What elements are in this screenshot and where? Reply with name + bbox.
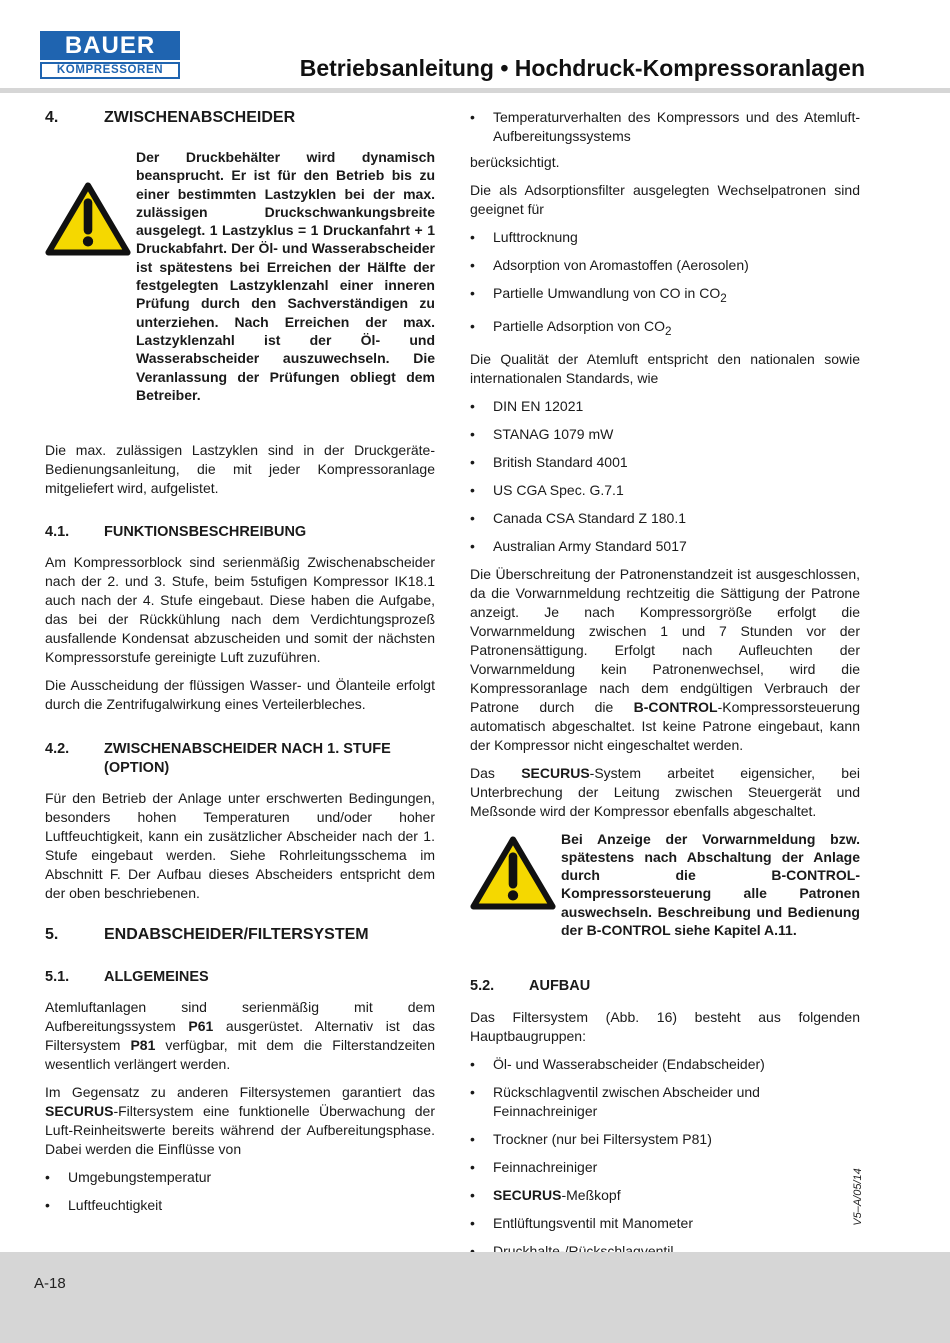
- bauer-logo: [40, 31, 180, 79]
- section-title: AUFBAU: [529, 978, 591, 995]
- section-5-heading: [45, 925, 435, 944]
- paragraph: Die Qualität der Atemluft entspricht den nationalen sowie internationalen Standards, wie: [470, 350, 860, 386]
- list-item: • Feinnachreiniger: [470, 1159, 598, 1176]
- section-title: ZWISCHENABSCHEIDER: [104, 109, 296, 126]
- warning-icon-wrap: [470, 830, 561, 915]
- warning-icon-wrap: [45, 148, 136, 261]
- warning-triangle-icon: [470, 836, 556, 910]
- warning-triangle-icon: [45, 182, 131, 256]
- warning-block-cartridge: [470, 830, 860, 940]
- page-header: [0, 0, 950, 91]
- paragraph: Für den Betrieb der Anlage unter erschwerten Bedingungen, besonders hohen Temperaturen und/oder hoher Luftfeuchtigkeit, kann ein zusätzlicher Abscheider nach der 1. Stufe eingebaut werden. Siehe Rohrleitungsschema im Abschnitt F. Der Aufbau dieses Abscheiders entspricht dem der oben beschriebenen.: [45, 790, 435, 902]
- list-item: • British Standard 4001: [470, 453, 628, 470]
- warning-text: Bei Anzeige der Vorwarnmeldung bzw. spätestens nach Abschaltung der Anlage durch die B-CONTROL-Kompressorsteuerung alle Patronen auswechseln. Beschreibung und Bedienung der B-CONTROL siehe Kapitel A.11.: [561, 830, 860, 939]
- section-number: 5.2.: [470, 978, 495, 995]
- paragraph: Die Ausscheidung der flüssigen Wasser- und Ölanteile erfolgt durch die Zentrifugalwirkung eines Verteilerbleches.: [45, 677, 435, 713]
- paragraph: Im Gegensatz zu anderen Filtersystemen garantiert das SECURUS-Filtersystem eine funktionelle Überwachung der Luft-Reinheitswerte bereits während der Aufbereitungsphase. Dabei werden die Einflüsse von: [45, 1084, 435, 1158]
- list-item: • SECURUS-Meßkopf: [470, 1187, 621, 1204]
- page-footer: [0, 1252, 950, 1343]
- list-item: • Entlüftungsventil mit Manometer: [470, 1215, 693, 1232]
- list-item: • Adsorption von Aromastoffen (Aerosolen): [470, 257, 749, 273]
- section-number: 4.1.: [45, 524, 70, 541]
- section-title: FUNKTIONSBESCHREIBUNG: [104, 524, 307, 541]
- list-item: • Rückschlagventil zwischen Abscheider und Feinnachreiniger: [470, 1084, 760, 1120]
- section-title: ALLGEMEINES: [104, 969, 209, 986]
- list-item: • Australian Army Standard 5017: [470, 537, 687, 554]
- logo-wordmark: BAUER: [40, 31, 180, 60]
- document-title: Betriebsanleitung • Hochdruck-Kompressoranlagen: [299, 55, 865, 81]
- section-4-1-heading: [45, 523, 435, 542]
- warning-block-pressure-vessel: [45, 148, 435, 404]
- section-title: ZWISCHENABSCHEIDER NACH 1. STUFE (OPTION): [104, 741, 391, 777]
- paragraph: Am Kompressorblock sind serienmäßig Zwischenabscheider nach der 2. und 3. Stufe, beim 5stufigen Kompressor IK18.1 auch nach der 4. Stufe eingebaut. Diese haben die Aufgabe, das bei der Rückkühlung nach dem Verdichtungsprozeß ausfallende Kondensat abzuscheiden und somit der nächsten Kompressorstufe gereinigte Luft zuzuführen.: [45, 554, 435, 666]
- list-item: • Luftfeuchtigkeit: [45, 1197, 163, 1214]
- list-item: • Canada CSA Standard Z 180.1: [470, 509, 687, 526]
- section-4-heading: [45, 108, 435, 127]
- paragraph: Atemluftanlagen sind serienmäßig mit dem Aufbereitungssystem P61 ausgerüstet. Alternativ ist das Filtersystem P81 verfügbar, mit dem die Filterstandzeiten wesentlich verlängert werden.: [45, 999, 435, 1073]
- list-item: • DIN EN 12021: [470, 397, 584, 414]
- section-title: ENDABSCHEIDER/FILTERSYSTEM: [104, 926, 369, 944]
- paragraph: berücksichtigt.: [470, 154, 560, 170]
- logo-subline: KOMPRESSOREN: [40, 62, 180, 79]
- section-number: 4.: [45, 109, 59, 126]
- list-item: • US CGA Spec. G.7.1: [470, 481, 624, 498]
- section-5-1-heading: [45, 968, 435, 987]
- section-number: 4.2.: [45, 741, 70, 758]
- section-4-2-heading: [45, 740, 435, 778]
- section-5-2-heading: [470, 977, 860, 996]
- section-number: 5.1.: [45, 969, 70, 986]
- version-stamp: V5–A/05/14: [852, 1168, 864, 1226]
- list-item: • Lufttrocknung: [470, 229, 578, 245]
- list-item: • STANAG 1079 mW: [470, 425, 614, 442]
- warning-text: Der Druckbehälter wird dynamisch beansprucht. Er ist für den Betrieb bis zu einer bestimmten Lastzyklen bei der max. zulässigen Druckschwankungsbreite ausgelegt. 1 Lastzyklus = 1 Druckanfahrt + 1 Druckabfahrt. Der Öl- und Wasserabscheider ist spätestens bei Erreichen der Hälfte der festgelegten Lastzyklenzahl einer inneren Prüfung durch den Sachverständigen zu unterziehen. Nach Erreichen der max. Lastzyklenzahl ist der Öl- und Wasserabscheider auszuwechseln. Die Veranlassung der Prüfungen obliegt dem Betreiber.: [136, 149, 435, 403]
- section-number: 5.: [45, 926, 59, 944]
- header-divider: [0, 88, 950, 93]
- list-item: • Öl- und Wasserabscheider (Endabscheider): [470, 1056, 765, 1073]
- list-item: • Umgebungstemperatur: [45, 1169, 212, 1186]
- list-item: • Temperaturverhalten des Kompressors und des Atemluft-Aufbereitungssystems: [470, 109, 860, 144]
- paragraph: Die max. zulässigen Lastzyklen sind in der Druckgeräte-Bedienungsanleitung, die mit jeder Kompressoranlage mitgeliefert wird, aufgelistet.: [45, 442, 435, 497]
- paragraph: Die als Adsorptionsfilter ausgelegten Wechselpatronen sind geeignet für: [470, 182, 860, 217]
- right-column: [470, 108, 860, 1270]
- paragraph: Das SECURUS-System arbeitet eigensicher, bei Unterbrechung der Leitung zwischen Steuergerät und Meßsonde wird der Kompressor ebenfalls abgeschaltet.: [470, 764, 860, 819]
- paragraph: Das Filtersystem (Abb. 16) besteht aus folgenden Hauptbaugruppen:: [470, 1009, 860, 1045]
- paragraph: Die Überschreitung der Patronenstandzeit ist ausgeschlossen, da die Vorwarnmeldung rechtzeitig die Sättigung der Patrone anzeigt. Je nach Kompressorgröße erfolgt die Vorwarnmeldung zwischen 1 und 7 Stunden vor der Patronensättigung. Erfolgt nach Aufleuchten der Vorwarnmeldung kein Patronenwechsel, wird die Kompressoranlage nach dem endgültigen Verbrauch der Patrone durch die B-CONTROL-Kompressorsteuerung automatisch abgeschaltet. Ist keine Patrone eingebaut, kann der Kompressor nicht eingeschaltet werden.: [470, 565, 860, 753]
- list-item: • Trockner (nur bei Filtersystem P81): [470, 1131, 712, 1148]
- page-number: A-18: [34, 1275, 66, 1292]
- left-column: [45, 108, 435, 1224]
- list-item: • Partielle Umwandlung von CO in $CO_2$: [470, 285, 727, 305]
- list-item: • Partielle Adsorption von $CO_2$: [470, 317, 672, 338]
